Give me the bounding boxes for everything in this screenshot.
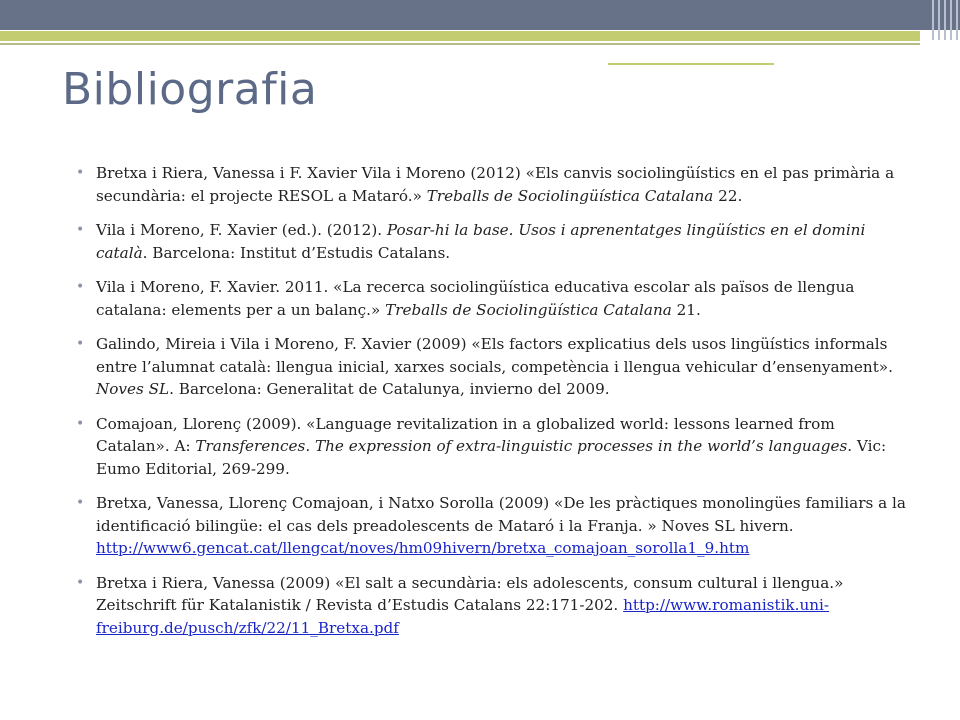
bullet-icon: • xyxy=(76,279,85,295)
reference-item xyxy=(76,413,906,481)
reference-text: . Vic: Eumo Editorial, 269-299. xyxy=(96,437,887,478)
reference-item xyxy=(76,492,906,560)
reference-item xyxy=(76,333,906,401)
reference-item xyxy=(76,572,906,640)
reference-item xyxy=(76,219,906,264)
bullet-icon: • xyxy=(76,165,85,181)
top-bar xyxy=(0,0,960,30)
reference-item xyxy=(76,276,906,321)
reference-text: Comajoan, Llorenç (2009). «Language revitalization in a globalized world: lessons learned from Catalan». A: xyxy=(96,414,835,455)
accent-line-short xyxy=(608,63,774,65)
accent-band xyxy=(0,31,920,41)
bullet-icon: • xyxy=(76,415,85,432)
reference-italic: Posar-hi la base. Usos i aprenentatges lingüístics en el domini català xyxy=(96,221,866,262)
reference-link[interactable]: http://www.romanistik.uni-freiburg.de/pusch/zfk/22/11_Bretxa.pdf xyxy=(96,596,830,637)
bullet-icon: • xyxy=(76,495,85,511)
slide-title: Bibliografia xyxy=(62,64,318,115)
reference-italic: Transferences. The expression of extra-linguistic processes in the world’s languages xyxy=(195,437,848,455)
reference-text: Vila i Moreno, F. Xavier (ed.). (2012). xyxy=(96,221,387,239)
reference-text: Galindo, Mireia i Vila i Moreno, F. Xavier (2009) «Els factors explicatius dels usos lingüístics informals entre l’alumnat català: llengua inicial, xarxes socials, competència i llengua vehicular d’ensenyament». xyxy=(96,335,893,376)
reference-list xyxy=(76,162,906,651)
reference-text: 22. xyxy=(713,186,743,205)
reference-italic: Treballs de Sociolingüística Catalana xyxy=(385,300,672,319)
bullet-icon: • xyxy=(76,222,85,238)
reference-link[interactable]: http://www6.gencat.cat/llengcat/noves/hm09hivern/bretxa_comajoan_sorolla1_9.htm xyxy=(96,539,750,557)
reference-text: Bretxa i Riera, Vanessa (2009) «El salt a secundària: els adolescents, consum cultural i llengua.» Zeitschrift für Katalanistik / Revista d’Estudis Catalans 22:171-202. xyxy=(96,573,844,614)
accent-line xyxy=(0,43,920,45)
reference-text: 21. xyxy=(671,300,701,319)
reference-text: Bretxa i Riera, Vanessa i F. Xavier Vila i Moreno (2012) «Els canvis sociolingüístics en el pas primària a secundària: el projecte RESOL a Mataró.» xyxy=(96,164,895,205)
reference-text: Bretxa, Vanessa, Llorenç Comajoan, i Natxo Sorolla (2009) «De les pràctiques monolingües familiars a la identificació bilingüe: el cas dels preadolescents de Mataró i la Franja. » Noves SL hivern. xyxy=(96,494,906,535)
bullet-icon: • xyxy=(76,574,85,591)
reference-item xyxy=(76,162,906,207)
reference-text: . Barcelona: Institut d’Estudis Catalans. xyxy=(142,243,451,262)
bullet-icon: • xyxy=(76,336,85,352)
top-bar-stripes xyxy=(924,0,960,40)
reference-italic: Treballs de Sociolingüística Catalana xyxy=(426,186,714,205)
reference-text: Vila i Moreno, F. Xavier. 2011. «La recerca sociolingüística educativa escolar als països de llengua catalana: elements per a un balanç.» xyxy=(96,278,855,319)
reference-text: . Barcelona: Generalitat de Catalunya, invierno del 2009. xyxy=(169,380,610,398)
reference-italic: Noves SL xyxy=(96,380,170,398)
